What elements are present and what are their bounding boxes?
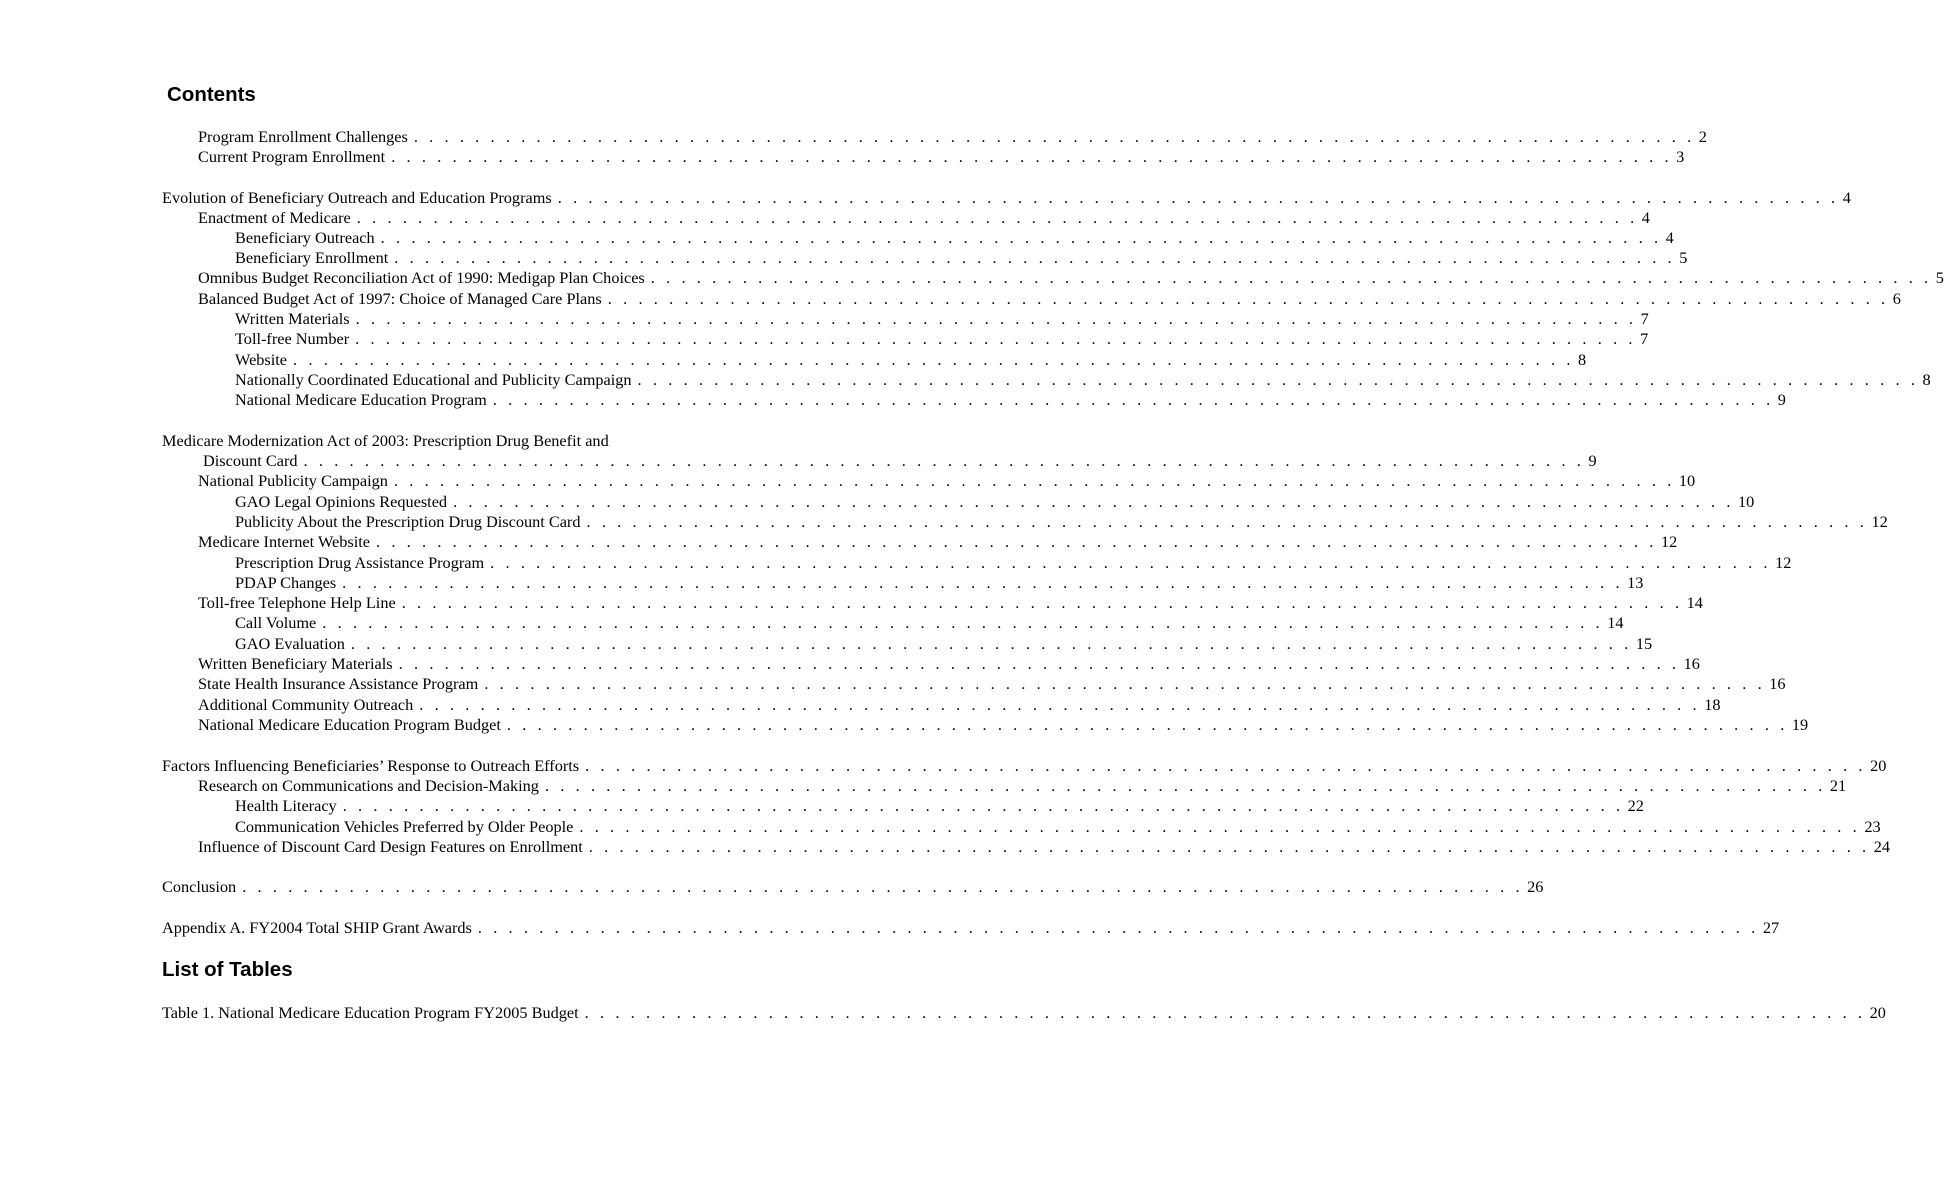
toc-entry[interactable] [198,471,1696,491]
toc-entry-page: 15 [1635,634,1653,653]
toc-entry-title: Health Literacy [235,796,337,815]
toc-entry[interactable] [235,350,1587,370]
toc-entry-title: Call Volume [235,613,317,632]
toc-entry[interactable] [235,796,1644,816]
toc-entry-page: 4 [1641,208,1650,227]
toc-entry-page: 16 [1683,654,1700,673]
toc-entry-title: GAO Evaluation [235,634,345,653]
toc-entry-title: Appendix A. FY2004 Total SHIP Grant Awards [162,918,472,937]
toc-entry-title: National Publicity Campaign [198,471,388,490]
toc-entry[interactable] [198,208,1650,228]
table-list-entry[interactable] [162,1003,1886,1023]
dot-leader: . . . . . . . . . . . . . . . . . . . . . . . . . . . . . . . . . . . . . . . . . . . . . . . . . . . . . . . . . . . . . . . . . . . . . . . . . . . . . . . . . . . . [375,532,1657,551]
toc-entry-title: Beneficiary Outreach [235,228,375,247]
toc-entry-page: 16 [1769,674,1786,693]
dot-leader: . . . . . . . . . . . . . . . . . . . . . . . . . . . . . . . . . . . . . . . . . . . . . . . . . . . . . . . . . . . . . . . . . . . . . . . . . . . . . . . . . . . . [484,674,1766,693]
toc-entry-page: 7 [1640,309,1649,328]
toc-entry[interactable] [198,268,1944,288]
toc-entry-title: Medicare Internet Website [198,532,370,551]
toc-entry-page: 22 [1627,796,1644,815]
toc-entry-page: 26 [1527,877,1544,896]
toc-entry[interactable] [198,147,1685,167]
toc-entry-page: 4 [1665,228,1674,247]
dot-leader: . . . . . . . . . . . . . . . . . . . . . . . . . . . . . . . . . . . . . . . . . . . . . . . . . . . . . . . . . . . . . . . . . . . . . . . . . . . . . . . . . . . . [650,268,1932,287]
toc-entry-title: Influence of Discount Card Design Features on Enrollment [198,837,583,856]
toc-entry[interactable] [162,188,1851,208]
toc-entry[interactable] [198,715,1809,735]
dot-leader: . . . . . . . . . . . . . . . . . . . . . . . . . . . . . . . . . . . . . . . . . . . . . . . . . . . . . . . . . . . . . . . . . . . . . . . . . . . . . . . . . . . . [477,918,1759,937]
dot-leader: . . . . . . . . . . . . . . . . . . . . . . . . . . . . . . . . . . . . . . . . . . . . . . . . . . . . . . . . . . . . . . . . . . . . . . . . . . . . . . . . . . . . [303,451,1585,470]
toc-entry[interactable] [198,837,1891,857]
dot-leader: . . . . . . . . . . . . . . . . . . . . . . . . . . . . . . . . . . . . . . . . . . . . . . . . . . . . . . . . . . . . . . . . . . . . . . . . . . . . . . . . . . . . [322,613,1604,632]
dot-leader: . . . . . . . . . . . . . . . . . . . . . . . . . . . . . . . . . . . . . . . . . . . . . . . . . . . . . . . . . . . . . . . . . . . . . . . . . . . . . . . . . . . . [394,248,1676,267]
toc-entry-page: 23 [1864,817,1881,836]
dot-leader: . . . . . . . . . . . . . . . . . . . . . . . . . . . . . . . . . . . . . . . . . . . . . . . . . . . . . . . . . . . . . . . . . . . . . . . . . . . . . . . . . . . . [607,289,1889,308]
list-of-tables-heading: List of Tables [162,958,293,981]
toc-entry-title: Publicity About the Prescription Drug Discount Card [235,512,581,531]
toc-entry-title: Evolution of Beneficiary Outreach and Education Programs [162,188,552,207]
dot-leader: . . . . . . . . . . . . . . . . . . . . . . . . . . . . . . . . . . . . . . . . . . . . . . . . . . . . . . . . . . . . . . . . . . . . . . . . . . . . . . . . . . . . [492,390,1774,409]
toc-entry[interactable] [235,553,1792,573]
toc-entry-title: Additional Community Outreach [198,695,414,714]
dot-leader: . . . . . . . . . . . . . . . . . . . . . . . . . . . . . . . . . . . . . . . . . . . . . . . . . . . . . . . . . . . . . . . . . . . . . . . . . . . . . . . . . . . . [401,593,1683,612]
toc-entry-title: Beneficiary Enrollment [235,248,389,267]
toc-entry-page: 27 [1762,918,1780,937]
toc-entry-page: 10 [1678,471,1696,490]
toc-entry-page: 7 [1640,329,1649,348]
toc-entry-title: Prescription Drug Assistance Program [235,553,485,572]
toc-entry-title: Toll-free Telephone Help Line [198,593,396,612]
toc-entry-page: 10 [1738,492,1755,511]
toc-entry-title: GAO Legal Opinions Requested [235,492,448,511]
toc-entry-page: 24 [1873,837,1891,856]
toc-entry-page: 9 [1777,390,1786,409]
toc-entry-title: Research on Communications and Decision-Making [198,776,539,795]
toc-entry[interactable] [198,695,1721,715]
toc-entry[interactable] [198,289,1901,309]
toc-entry-page: 9 [1588,451,1597,470]
toc-entry-title: Enactment of Medicare [198,208,351,227]
toc-entry-title: Toll-free Number [235,329,350,348]
toc-entry[interactable] [198,593,1703,613]
toc-entry-title: Balanced Budget Act of 1997: Choice of Managed Care Plans [198,289,602,308]
toc-entry-title: State Health Insurance Assistance Program [198,674,479,693]
toc-entry-title: Written Materials [235,309,350,328]
toc-entry-page: 18 [1704,695,1721,714]
toc-entry-title: Nationally Coordinated Educational and Publicity Campaign [235,370,632,389]
table-list-entry-title: Table 1. National Medicare Education Program FY2005 Budget [162,1003,579,1022]
toc-entry-page: 20 [1870,756,1887,775]
dot-leader: . . . . . . . . . . . . . . . . . . . . . . . . . . . . . . . . . . . . . . . . . . . . . . . . . . . . . . . . . . . . . . . . . . . . . . . . . . . . . . . . . . . . [293,350,1574,369]
dot-leader: . . . . . . . . . . . . . . . . . . . . . . . . . . . . . . . . . . . . . . . . . . . . . . . . . . . . . . . . . . . . . . . . . . . . . . . . . . . . . . . . . . . . [584,1003,1866,1022]
dot-leader: . . . . . . . . . . . . . . . . . . . . . . . . . . . . . . . . . . . . . . . . . . . . . . . . . . . . . . . . . . . . . . . . . . . . . . . . . . . . . . . . . . . . [419,695,1701,714]
toc-entry[interactable] [235,248,1688,268]
toc-entry-title: Website [235,350,288,369]
table-list-entry-page: 20 [1869,1003,1886,1022]
dot-leader: . . . . . . . . . . . . . . . . . . . . . . . . . . . . . . . . . . . . . . . . . . . . . . . . . . . . . . . . . . . . . . . . . . . . . . . . . . . . . . . . . . . . [579,817,1861,836]
toc-entry-title: Conclusion [162,877,237,896]
dot-leader: . . . . . . . . . . . . . . . . . . . . . . . . . . . . . . . . . . . . . . . . . . . . . . . . . . . . . . . . . . . . . . . . . . . . . . . . . . . . . . . . . . . . [355,329,1637,348]
dot-leader: . . . . . . . . . . . . . . . . . . . . . . . . . . . . . . . . . . . . . . . . . . . . . . . . . . . . . . . . . . . . . . . . . . . . . . . . . . . . . . . . . . . . [588,837,1870,856]
toc-entry[interactable] [235,613,1624,633]
toc-entry[interactable] [235,370,1931,390]
toc-entry[interactable] [198,674,1786,694]
toc-entry-page: 6 [1892,289,1901,308]
toc-entry-page: 12 [1775,553,1792,572]
toc-entry-first-line[interactable]: Medicare Modernization Act of 2003: Prescription Drug Benefit and [162,431,609,450]
dot-leader: . . . . . . . . . . . . . . . . . . . . . . . . . . . . . . . . . . . . . . . . . . . . . . . . . . . . . . . . . . . . . . . . . . . . . . . . . . . . . . . . . . . . [350,634,1632,653]
dot-leader: . . . . . . . . . . . . . . . . . . . . . . . . . . . . . . . . . . . . . . . . . . . . . . . . . . . . . . . . . . . . . . . . . . . . . . . . . . . . . . . . . . . . [391,147,1673,166]
toc-entry-page: 4 [1842,188,1851,207]
dot-leader: . . . . . . . . . . . . . . . . . . . . . . . . . . . . . . . . . . . . . . . . . . . . . . . . . . . . . . . . . . . . . . . . . . . . . . . . . . . . . . . . . . . . [586,512,1868,531]
toc-entry-page: 5 [1935,268,1944,287]
toc-entry[interactable] [235,817,1881,837]
dot-leader: . . . . . . . . . . . . . . . . . . . . . . . . . . . . . . . . . . . . . . . . . . . . . . . . . . . . . . . . . . . . . . . . . . . . . . . . . . . . . . . . . . . . [242,877,1524,896]
toc-entry[interactable] [198,127,1707,147]
toc-entry-title: Program Enrollment Challenges [198,127,408,146]
dot-leader: . . . . . . . . . . . . . . . . . . . . . . . . . . . . . . . . . . . . . . . . . . . . . . . . . . . . . . . . . . . . . . . . . . . . . . . . . . . . . . . . . . . . [506,715,1788,734]
toc-entry-page: 12 [1660,532,1678,551]
toc-entry-title: Written Beneficiary Materials [198,654,393,673]
dot-leader: . . . . . . . . . . . . . . . . . . . . . . . . . . . . . . . . . . . . . . . . . . . . . . . . . . . . . . . . . . . . . . . . . . . . . . . . . . . . . . . . . . . . [544,776,1826,795]
toc-entry[interactable] [235,634,1653,654]
toc-entry[interactable] [235,492,1755,512]
dot-leader: . . . . . . . . . . . . . . . . . . . . . . . . . . . . . . . . . . . . . . . . . . . . . . . . . . . . . . . . . . . . . . . . . . . . . . . . . . . . . . . . . . . . [342,573,1624,592]
toc-entry-title: Discount Card [203,451,298,470]
toc-entry-title: National Medicare Education Program [235,390,487,409]
toc-entry-page: 12 [1871,512,1888,531]
toc-entry-title: Factors Influencing Beneficiaries’ Response to Outreach Efforts [162,756,580,775]
toc-entry[interactable] [198,532,1678,552]
toc-entry-title: Omnibus Budget Reconciliation Act of 1990: Medigap Plan Choices [198,268,645,287]
toc-entry[interactable] [198,776,1847,796]
toc-entry[interactable] [235,512,1888,532]
toc-entry[interactable] [198,654,1700,674]
toc-entry-title: Current Program Enrollment [198,147,386,166]
toc-entry-page: 3 [1676,147,1685,166]
dot-leader: . . . . . . . . . . . . . . . . . . . . . . . . . . . . . . . . . . . . . . . . . . . . . . . . . . . . . . . . . . . . . . . . . . . . . . . . . . . . . . . . . . . . [380,228,1662,247]
toc-entry-page: 5 [1679,248,1688,267]
toc-entry-page: 8 [1578,350,1587,369]
toc-entry-page: 13 [1627,573,1644,592]
dot-leader: . . . . . . . . . . . . . . . . . . . . . . . . . . . . . . . . . . . . . . . . . . . . . . . . . . . . . . . . . . . . . . . . . . . . . . . . . . . . . . . . . . . . [585,756,1867,775]
toc-entry-page: 19 [1791,715,1809,734]
dot-leader: . . . . . . . . . . . . . . . . . . . . . . . . . . . . . . . . . . . . . . . . . . . . . . . . . . . . . . . . . . . . . . . . . . . . . . . . . . . . . . . . . . . . [490,553,1772,572]
toc-entry-page: 21 [1829,776,1847,795]
dot-leader: . . . . . . . . . . . . . . . . . . . . . . . . . . . . . . . . . . . . . . . . . . . . . . . . . . . . . . . . . . . . . . . . . . . . . . . . . . . . . . . . . . . . [453,492,1735,511]
toc-entry-page: 14 [1686,593,1703,612]
dot-leader: . . . . . . . . . . . . . . . . . . . . . . . . . . . . . . . . . . . . . . . . . . . . . . . . . . . . . . . . . . . . . . . . . . . . . . . . . . . . . . . . . . . . [356,208,1638,227]
toc-entry-page: 2 [1698,127,1707,146]
toc-entry[interactable] [235,573,1644,593]
toc-entry-title: National Medicare Education Program Budget [198,715,501,734]
dot-leader: . . . . . . . . . . . . . . . . . . . . . . . . . . . . . . . . . . . . . . . . . . . . . . . . . . . . . . . . . . . . . . . . . . . . . . . . . . . . . . . . . . . . [413,127,1695,146]
dot-leader: . . . . . . . . . . . . . . . . . . . . . . . . . . . . . . . . . . . . . . . . . . . . . . . . . . . . . . . . . . . . . . . . . . . . . . . . . . . . . . . . . . . . [557,188,1839,207]
dot-leader: . . . . . . . . . . . . . . . . . . . . . . . . . . . . . . . . . . . . . . . . . . . . . . . . . . . . . . . . . . . . . . . . . . . . . . . . . . . . . . . . . . . . [637,370,1919,389]
toc-entry-page: 14 [1607,613,1624,632]
toc-entry-title: PDAP Changes [235,573,337,592]
toc-entry[interactable] [235,228,1674,248]
toc-entry[interactable] [235,390,1786,410]
dot-leader: . . . . . . . . . . . . . . . . . . . . . . . . . . . . . . . . . . . . . . . . . . . . . . . . . . . . . . . . . . . . . . . . . . . . . . . . . . . . . . . . . . . . [355,309,1637,328]
dot-leader: . . . . . . . . . . . . . . . . . . . . . . . . . . . . . . . . . . . . . . . . . . . . . . . . . . . . . . . . . . . . . . . . . . . . . . . . . . . . . . . . . . . . [393,471,1675,490]
toc-entry[interactable] [203,451,1597,471]
toc-entry-page: 8 [1922,370,1931,389]
toc-entry[interactable] [162,877,1544,897]
toc-entry[interactable] [235,329,1649,349]
dot-leader: . . . . . . . . . . . . . . . . . . . . . . . . . . . . . . . . . . . . . . . . . . . . . . . . . . . . . . . . . . . . . . . . . . . . . . . . . . . . . . . . . . . . [342,796,1624,815]
toc-entry[interactable] [162,918,1780,938]
toc-entry[interactable] [162,756,1887,776]
toc-entry-title: Communication Vehicles Preferred by Older People [235,817,574,836]
toc-entry[interactable] [235,309,1649,329]
dot-leader: . . . . . . . . . . . . . . . . . . . . . . . . . . . . . . . . . . . . . . . . . . . . . . . . . . . . . . . . . . . . . . . . . . . . . . . . . . . . . . . . . . . . [398,654,1680,673]
contents-heading: Contents [167,83,256,106]
